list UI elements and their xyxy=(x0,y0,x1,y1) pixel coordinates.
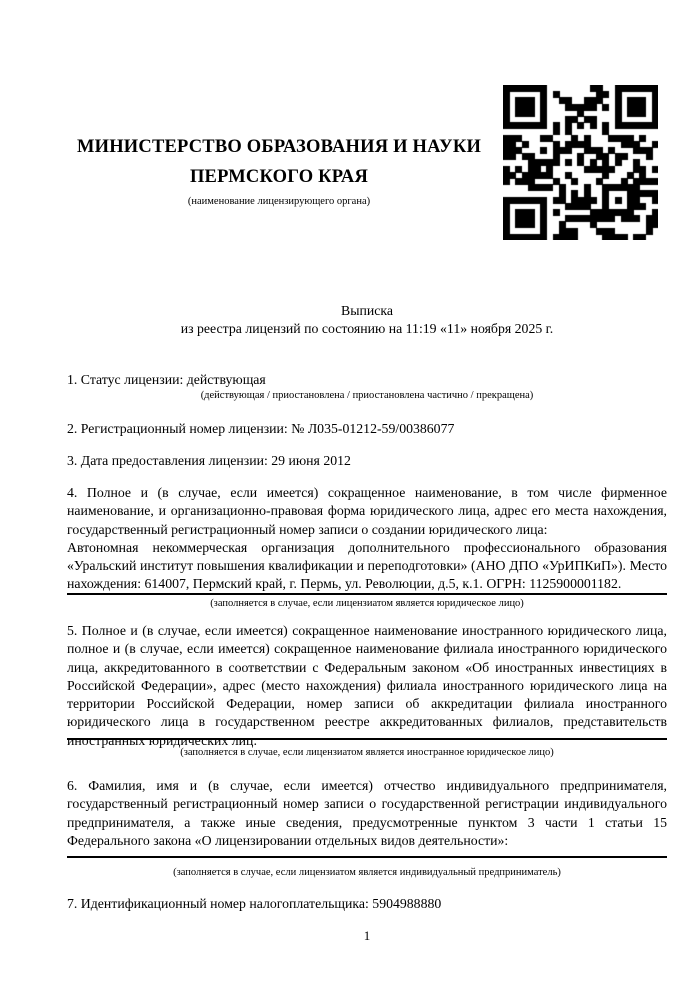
ministry-name-line1: МИНИСТЕРСТВО ОБРАЗОВАНИЯ И НАУКИ xyxy=(76,137,482,157)
item-taxpayer-number: 7. Идентификационный номер налогоплательщика: 5904988880 xyxy=(67,896,442,911)
document-title-line1: Выписка xyxy=(341,303,393,318)
item-foreign-entity: 5. Полное и (в случае, если имеется) сокращенное наименование иностранного юридического лица, полное и (в случае, если имеется) сокращенное наименование филиала иностранного юридического лица, аккредитованного в соответствии с Федеральным законом «Об иностранных инвестициях в Российской Федерации», адрес (место нахождения) филиала иностранного юридического лица на территории Российской Федерации, номер записи об аккредитации филиала иностранного юридического лица в государственном реестре аккредитованных филиалов, представительств иностранных юридических лиц: xyxy=(67,623,667,748)
foreign-entity-fill-line xyxy=(67,738,667,740)
item-license-status: 1. Статус лицензии: действующая xyxy=(67,372,266,387)
license-status-options-caption: (действующая / приостановлена / приостановлена частично / прекращена) xyxy=(200,390,534,401)
page-number: 1 xyxy=(363,928,371,943)
legal-entity-label: 4. Полное и (в случае, если имеется) сокращенное наименование, в том числе фирменное наименование, и организационно-правовая форма юридического лица, адрес его места нахождения, государственный регистрационный номер записи о создании юридического лица: xyxy=(67,485,667,537)
licensing-authority-header xyxy=(67,132,491,208)
ministry-name-line2: ПЕРМСКОГО КРАЯ xyxy=(189,167,369,187)
document-title xyxy=(67,302,667,337)
ministry-caption: (наименование лицензирующего органа) xyxy=(187,196,371,207)
ministry-name xyxy=(67,132,491,192)
legal-entity-value: Автономная некоммерческая организация дополнительного профессионального образования «Уральский институт повышения квалификации и переподготовки» (АНО ДПО «УрИПКиП»). Место нахождения: 614007, Пермский край, г. Пермь, ул. Революции, д.5, к.1. ОГРН: 1125900001182. xyxy=(67,539,667,592)
entrepreneur-fill-line xyxy=(67,856,667,858)
item-entrepreneur: 6. Фамилия, имя и (в случае, если имеется) отчество индивидуального предпринимателя, государственный регистрационный номер записи о государственной регистрации индивидуального предпринимателя, а также иные сведения, предусмотренные пунктом 3 части 1 статьи 15 Федерального закона «О лицензировании отдельных видов деятельности»: xyxy=(67,778,667,848)
item-registration-number: 2. Регистрационный номер лицензии: № Л035-01212-59/00386077 xyxy=(67,421,455,436)
qr-code xyxy=(503,85,658,240)
entrepreneur-caption: (заполняется в случае, если лицензиатом является индивидуальный предприниматель) xyxy=(173,867,561,878)
item-legal-entity xyxy=(67,484,667,594)
item-grant-date: 3. Дата предоставления лицензии: 29 июня 2012 xyxy=(67,453,351,468)
document-title-line2: из реестра лицензий по состоянию на 11:19 «11» ноября 2025 г. xyxy=(180,320,554,336)
legal-entity-underline xyxy=(67,593,667,595)
foreign-entity-caption: (заполняется в случае, если лицензиатом является иностранное юридическое лицо) xyxy=(180,747,554,758)
legal-entity-caption: (заполняется в случае, если лицензиатом является юридическое лицо) xyxy=(210,598,524,609)
